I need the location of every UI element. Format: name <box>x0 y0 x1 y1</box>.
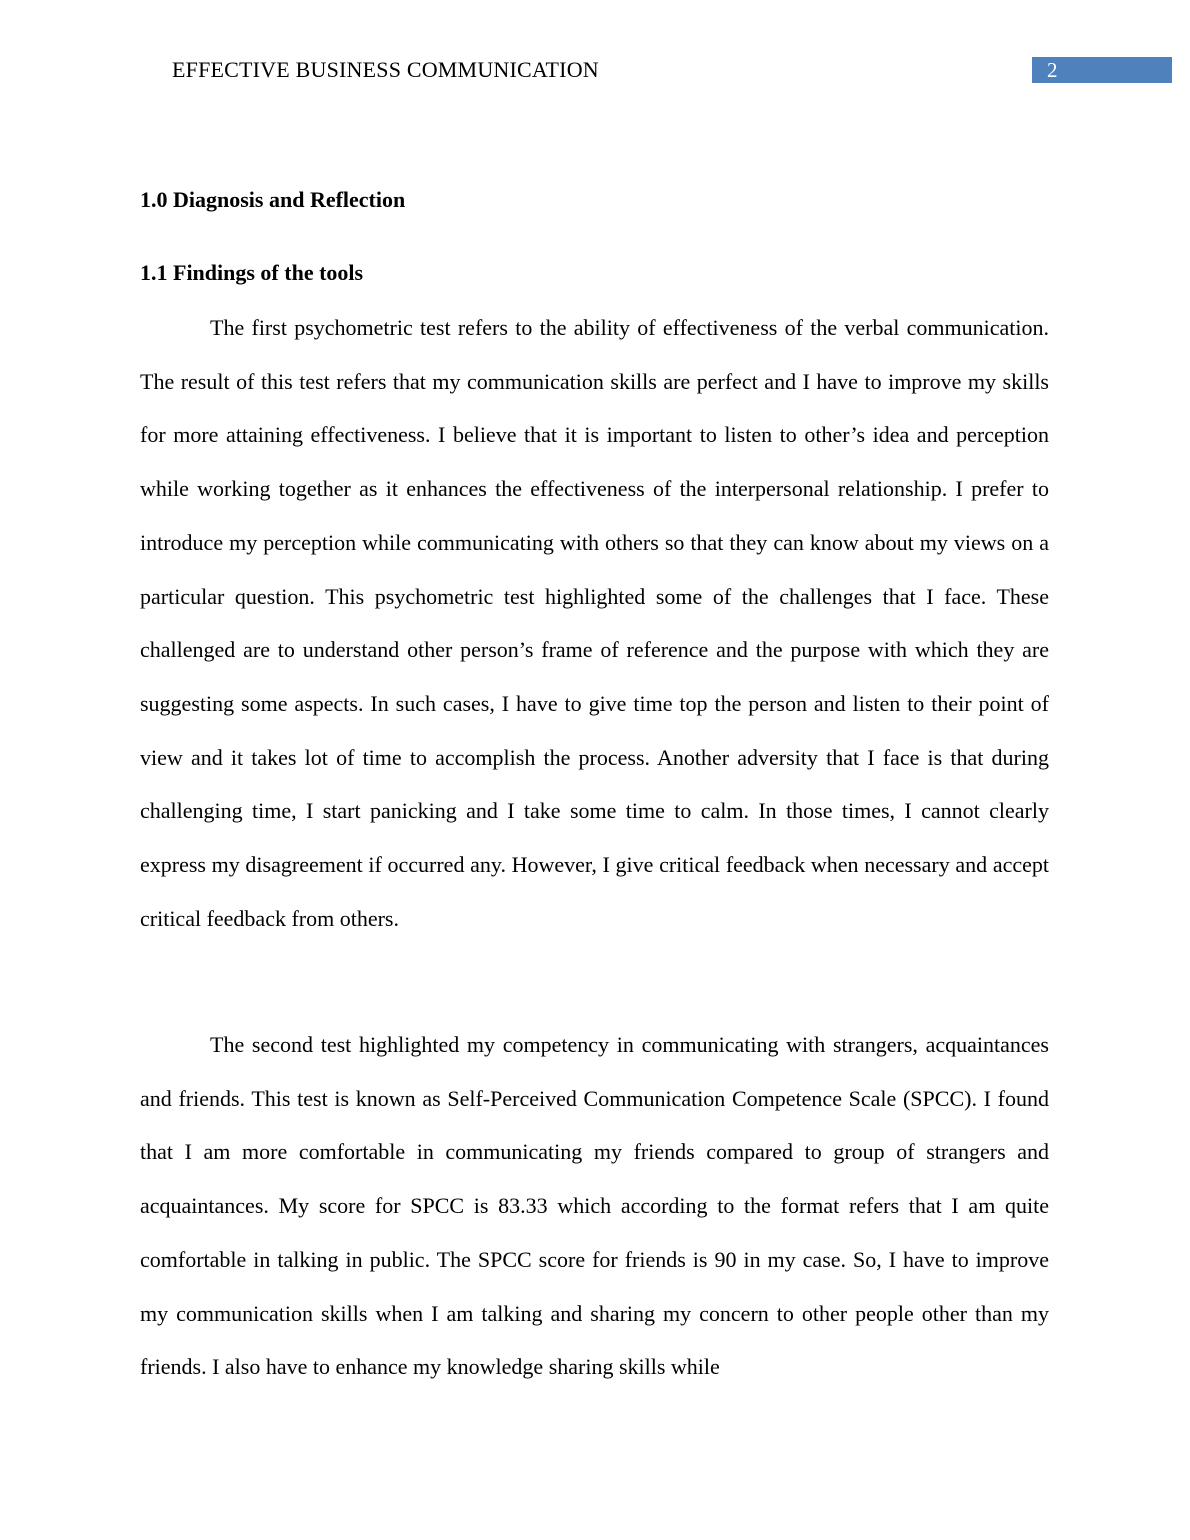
paragraph-first-test: The first psychometric test refers to the ability of effectiveness of the verbal communication. The result of this test refers that my communication skills are perfect and I have to improve my skills for more attaining effectiveness. I believe that it is important to listen to other’s idea and perception while working together as it enhances the effectiveness of the interpersonal relationship. I prefer to introduce my perception while communicating with others so that they can know about my views on a particular question. This psychometric test highlighted some of the challenges that I face. These challenged are to understand other person’s frame of reference and the purpose with which they are suggesting some aspects. In such cases, I have to give time top the person and listen to their point of view and it takes lot of time to accomplish the process. Another adversity that I face is that during challenging time, I start panicking and I take some time to calm. In those times, I cannot clearly express my disagreement if occurred any. However, I give critical feedback when necessary and accept critical feedback from others. <box>140 315 1049 931</box>
running-head-title: EFFECTIVE BUSINESS COMMUNICATION <box>172 57 599 82</box>
subsection-heading-findings: 1.1 Findings of the tools <box>140 260 364 285</box>
section-heading-diagnosis: 1.0 Diagnosis and Reflection <box>140 187 406 212</box>
page-number-badge: 2 <box>1032 57 1172 83</box>
paragraph-second-test: The second test highlighted my competency in communicating with strangers, acquaintances and friends. This test is known as Self-Perceived Communication Competence Scale (SPCC). I found that I am more comfortable in communicating my friends compared to group of strangers and acquaintances. My score for SPCC is 83.33 which according to the format refers that I am quite comfortable in talking in public. The SPCC score for friends is 90 in my case. So, I have to improve my communication skills when I am talking and sharing my concern to other people other than my friends. I also have to enhance my knowledge sharing skills while <box>140 1032 1049 1380</box>
